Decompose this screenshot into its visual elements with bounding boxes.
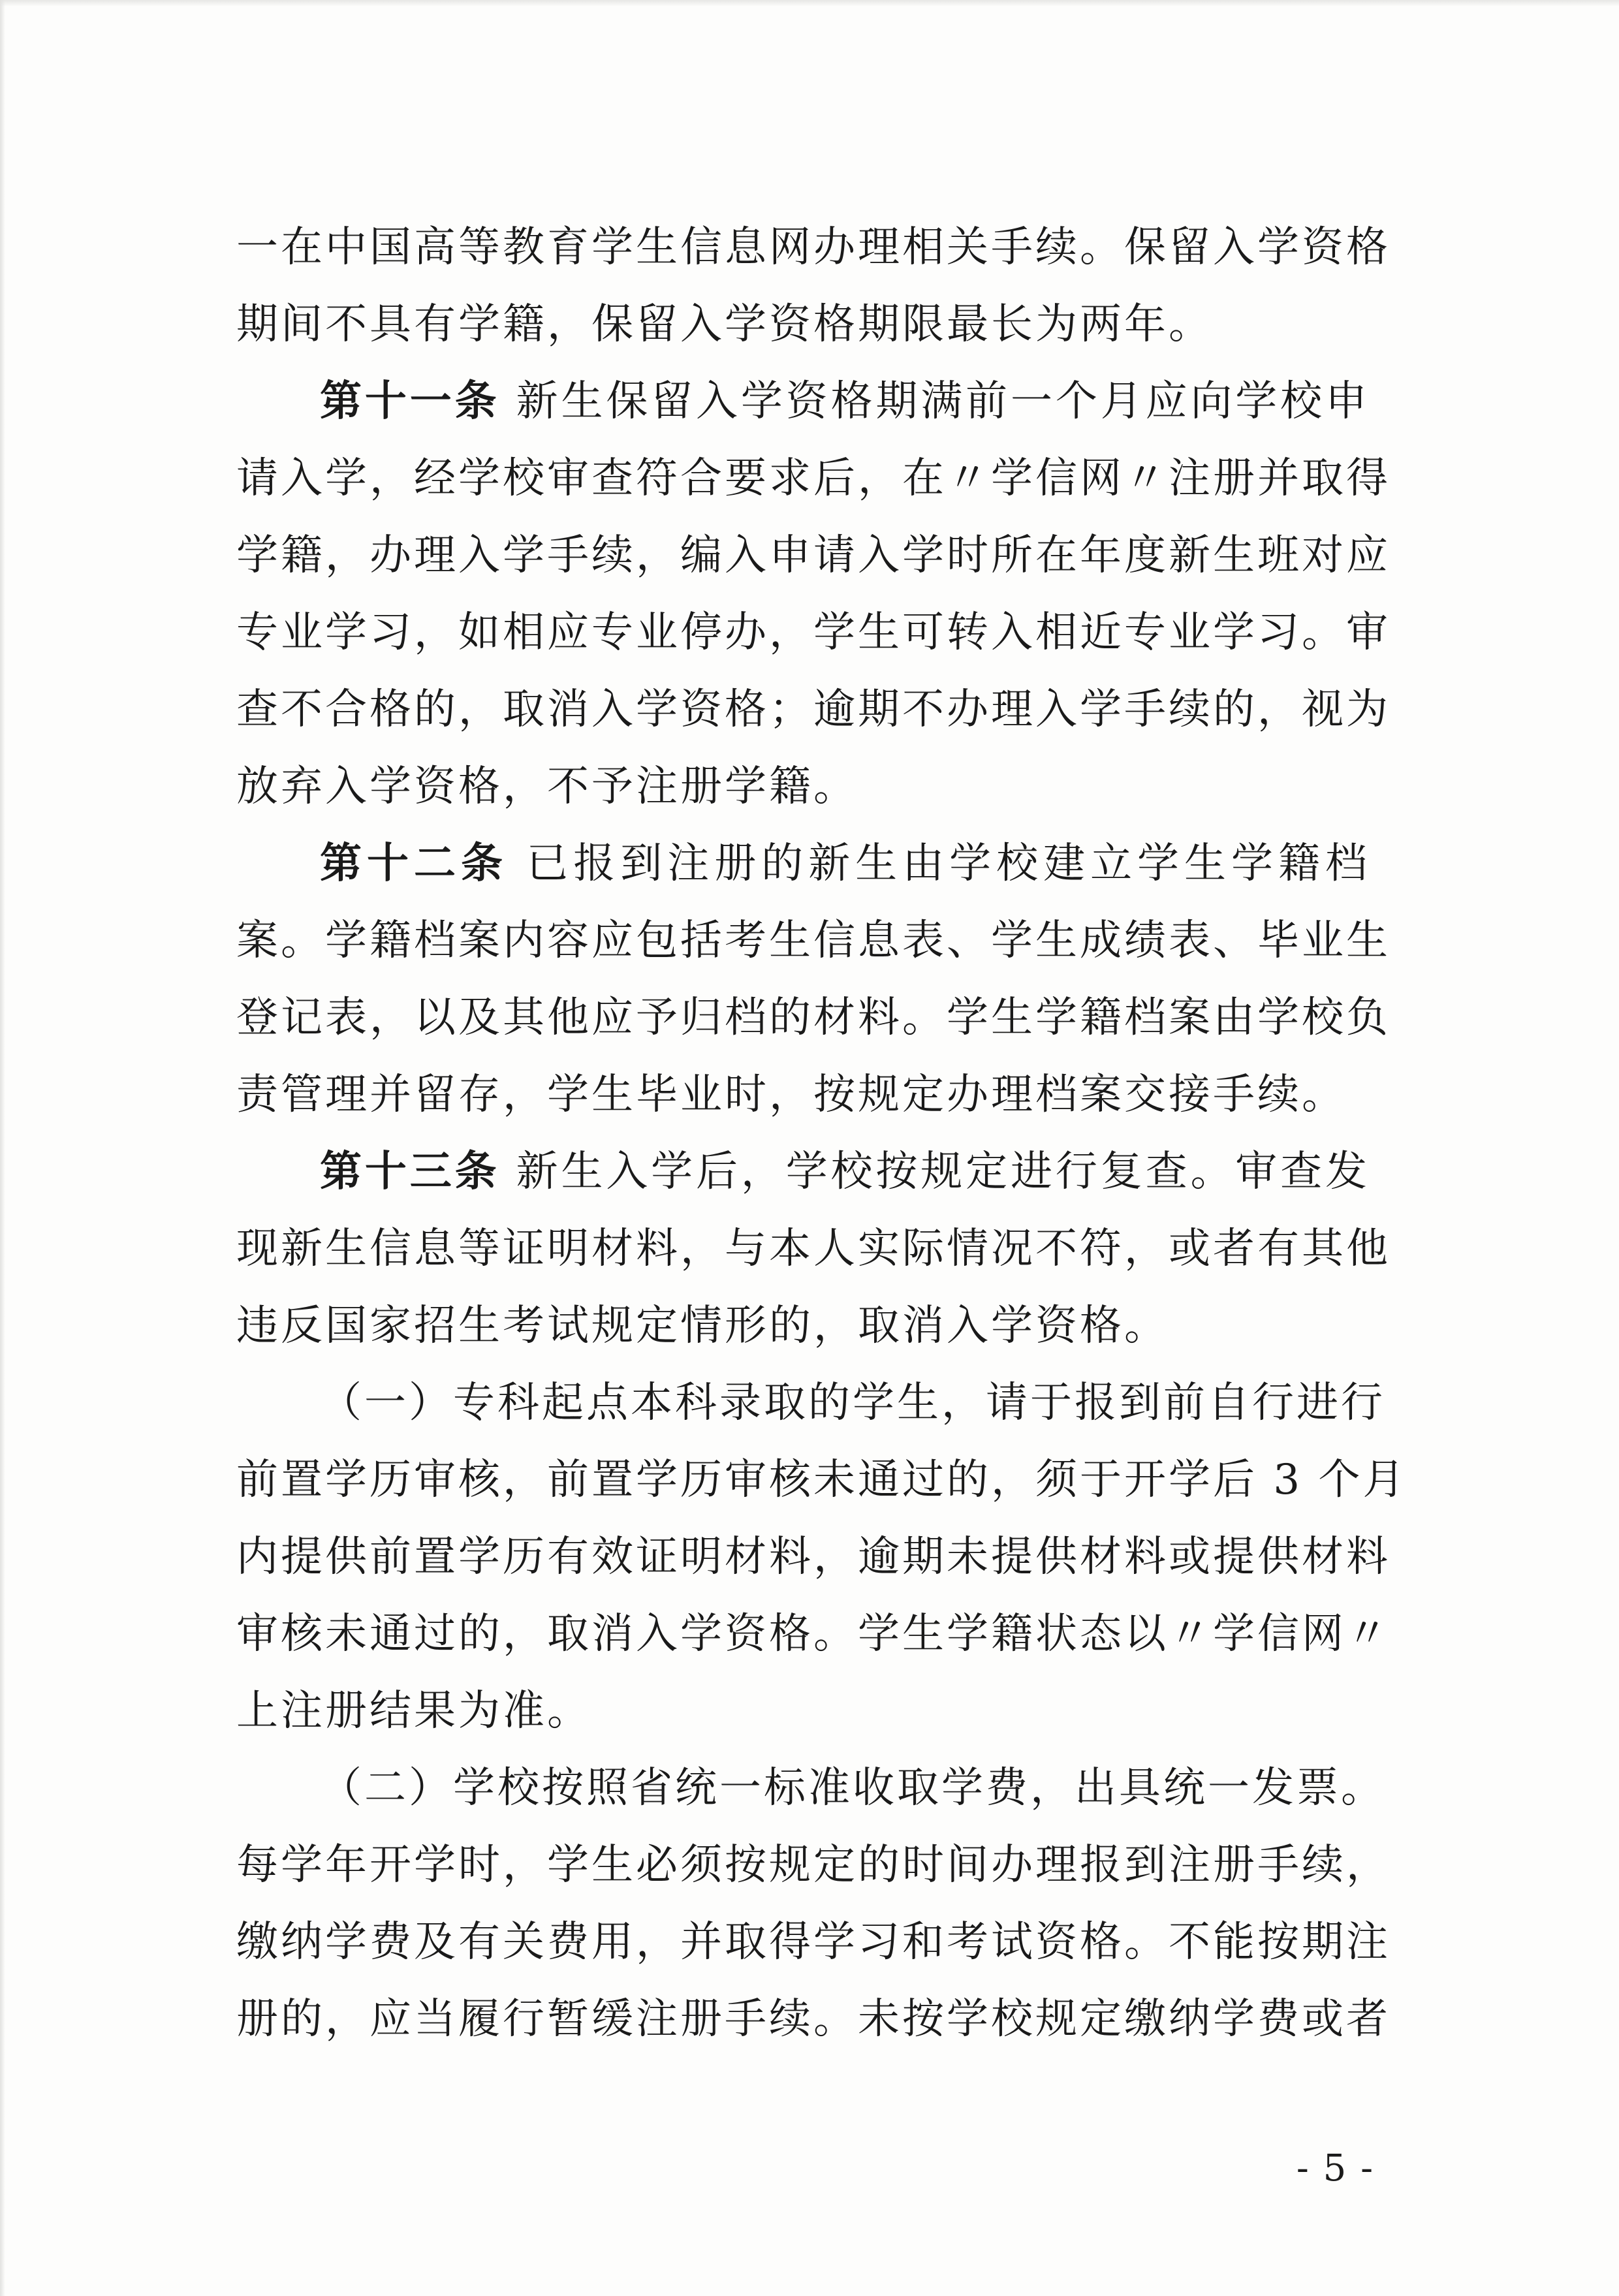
line-text: 放弃入学资格，不予注册学籍。 bbox=[236, 763, 858, 811]
text-line bbox=[236, 1287, 1370, 1364]
text-line bbox=[236, 1904, 1391, 1981]
text-line bbox=[236, 1441, 1407, 1518]
scan-edge-left bbox=[0, 0, 5, 2296]
line-text: 期间不具有学籍，保留入学资格期限最长为两年。 bbox=[236, 300, 1213, 349]
line-text: 登记表，以及其他应予归档的材料。学生学籍档案由学校负 bbox=[236, 994, 1391, 1042]
text-line bbox=[236, 594, 1391, 671]
text-line bbox=[236, 286, 1370, 363]
line-text: 缴纳学费及有关费用，并取得学习和考试资格。不能按期注 bbox=[236, 1918, 1391, 1966]
line-text: 新生保留入学资格期满前一个月应向学校申 bbox=[499, 377, 1370, 426]
text-line bbox=[236, 440, 1391, 517]
line-text: 违反国家招生考试规定情形的，取消入学资格。 bbox=[236, 1302, 1169, 1350]
line-text: 一在中国高等教育学生信息网办理相关手续。保留入学资格 bbox=[236, 223, 1391, 272]
line-text: 前置学历审核，前置学历审核未通过的，须于开学后 3 个月 bbox=[236, 1456, 1407, 1504]
line-text: 专业学习，如相应专业停办，学生可转入相近专业学习。审 bbox=[236, 608, 1391, 657]
line-text: （二）学校按照省统一标准收取学费，出具统一发票。 bbox=[320, 1764, 1385, 1812]
text-line bbox=[236, 902, 1391, 979]
line-text: 上注册结果为准。 bbox=[236, 1687, 591, 1735]
text-line bbox=[236, 1210, 1391, 1287]
text-line bbox=[236, 1364, 1385, 1441]
line-text: 每学年开学时，学生必须按规定的时间办理报到注册手续， bbox=[236, 1841, 1391, 1889]
line-text: （一）专科起点本科录取的学生，请于报到前自行进行 bbox=[320, 1379, 1385, 1427]
line-text: 审核未通过的，取消入学资格。学生学籍状态以〃学信网〃 bbox=[236, 1610, 1391, 1658]
line-text: 学籍，办理入学手续，编入申请入学时所在年度新生班对应 bbox=[236, 531, 1391, 580]
article-heading: 第十三条 bbox=[320, 1148, 500, 1196]
scan-edge-top bbox=[0, 0, 1619, 7]
text-line bbox=[236, 1827, 1391, 1904]
text-line bbox=[236, 1596, 1391, 1673]
line-text: 责管理并留存，学生毕业时，按规定办理档案交接手续。 bbox=[236, 1071, 1346, 1119]
text-line bbox=[236, 671, 1391, 748]
line-text: 请入学，经学校审查符合要求后，在〃学信网〃注册并取得 bbox=[236, 454, 1391, 503]
document-body bbox=[236, 209, 1407, 2058]
article-heading: 第十二条 bbox=[320, 840, 508, 888]
text-line bbox=[236, 363, 1370, 440]
line-text: 内提供前置学历有效证明材料，逾期未提供材料或提供材料 bbox=[236, 1533, 1391, 1581]
text-line bbox=[236, 1673, 1370, 1750]
text-line bbox=[236, 209, 1391, 286]
text-line bbox=[236, 748, 1370, 825]
article-heading: 第十一条 bbox=[320, 377, 500, 426]
page-number: - 5 - bbox=[1296, 2147, 1374, 2190]
line-text: 查不合格的，取消入学资格；逾期不办理入学手续的，视为 bbox=[236, 685, 1391, 734]
text-line bbox=[236, 1750, 1385, 1827]
text-line bbox=[236, 825, 1370, 902]
text-line bbox=[236, 1981, 1391, 2058]
line-text: 册的，应当履行暂缓注册手续。未按学校规定缴纳学费或者 bbox=[236, 1995, 1391, 2043]
line-text: 案。学籍档案内容应包括考生信息表、学生成绩表、毕业生 bbox=[236, 917, 1391, 965]
text-line bbox=[236, 979, 1391, 1056]
text-line bbox=[236, 1518, 1391, 1596]
text-line bbox=[236, 1133, 1370, 1210]
text-line bbox=[236, 517, 1391, 594]
text-line bbox=[236, 1056, 1370, 1133]
line-text: 新生入学后，学校按规定进行复查。审查发 bbox=[499, 1148, 1370, 1196]
line-text: 已报到注册的新生由学校建立学生学籍档 bbox=[507, 840, 1370, 888]
line-text: 现新生信息等证明材料，与本人实际情况不符，或者有其他 bbox=[236, 1225, 1391, 1273]
